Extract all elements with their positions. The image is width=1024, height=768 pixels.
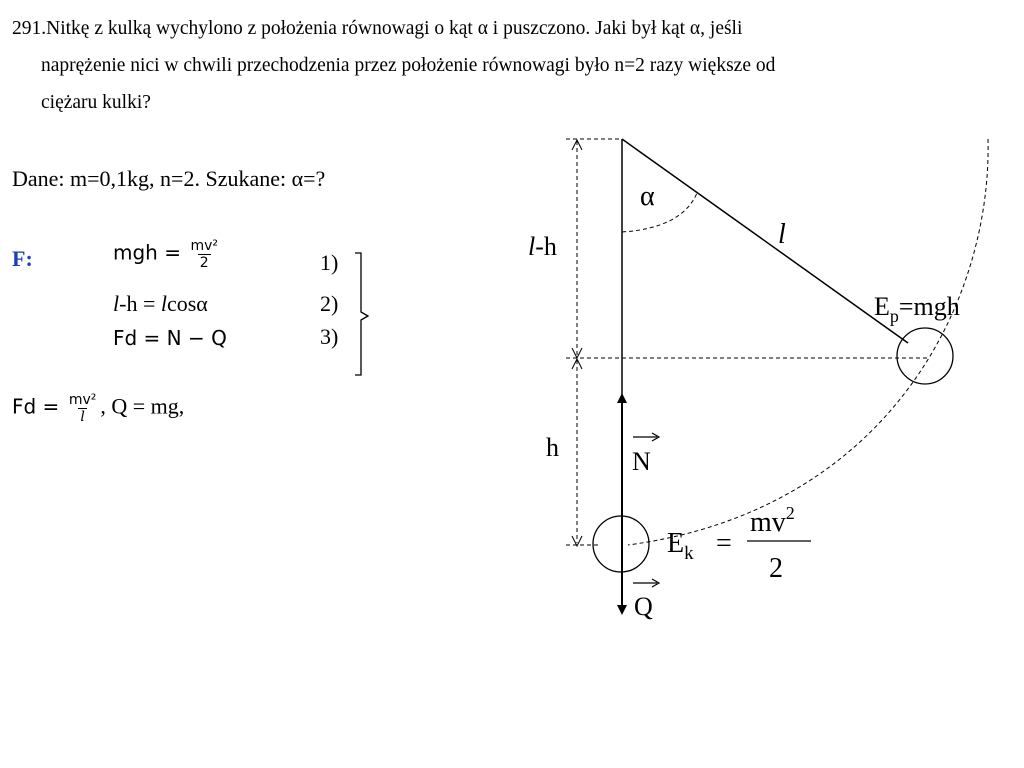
eq4-numerator: mv²: [68, 392, 97, 408]
eq2-l-symbol-2: l: [160, 291, 167, 316]
l-minus-h-label: [528, 232, 557, 261]
equation-1-number: 1): [320, 250, 339, 275]
equation-brace: [355, 253, 368, 375]
ep-rest: =mgh: [898, 292, 960, 321]
angle-arc: [622, 193, 697, 232]
ek-sup: 2: [785, 503, 795, 523]
problem-line-2: naprężenie nici w chwili przechodzenia przez położenie równowagi było n=2 razy większe od: [41, 55, 776, 76]
problem-line-3: ciężaru kulki?: [41, 92, 151, 113]
l-minus-h-rest: -h: [535, 232, 557, 261]
deflected-string: [622, 139, 908, 343]
eq1-numerator: mv²: [190, 238, 219, 254]
ek-label: [667, 528, 694, 564]
ep-label: [874, 292, 960, 326]
n-label: N: [632, 447, 651, 476]
l-label: l: [778, 219, 786, 250]
swing-path: [628, 139, 988, 545]
eq4-left: Fd =: [12, 394, 60, 419]
eq4-rest: , Q = mg,: [100, 393, 185, 419]
ek-equals: =: [716, 528, 732, 559]
ball-deflected: [897, 328, 953, 384]
eq2-l-symbol: l: [113, 291, 120, 316]
alpha-label: α: [640, 181, 655, 212]
eq4-denominator: l: [80, 409, 85, 425]
h-label: h: [546, 433, 559, 462]
equation-2-number: 2): [320, 291, 339, 316]
ek-sub: k: [684, 543, 694, 564]
problem-line-1: 291.Nitkę z kulką wychylono z położenia równowagi o kąt α i puszczono. Jaki był kąt α, jeśli: [12, 18, 743, 39]
eq2-mid: -h =: [119, 291, 161, 316]
ek-mv: mv: [750, 507, 786, 538]
ek-numerator: [750, 503, 795, 538]
equation-3: Fd = N − Q: [113, 326, 227, 350]
equation-3-number: 3): [320, 324, 339, 349]
q-label: Q: [634, 592, 653, 621]
l-minus-h-l: l: [528, 232, 536, 261]
given-data: Dane: m=0,1kg, n=2. Szukane: α=?: [12, 166, 326, 191]
ek-denominator: 2: [769, 553, 783, 584]
ek-e: E: [667, 528, 685, 559]
ep-sub: p: [889, 306, 899, 326]
ep-e: E: [874, 292, 890, 321]
eq2-right: cosα: [166, 291, 208, 316]
eq1-denominator: 2: [199, 255, 209, 271]
eq1-left: mgh =: [113, 240, 181, 265]
formulas-label: F:: [12, 246, 33, 271]
